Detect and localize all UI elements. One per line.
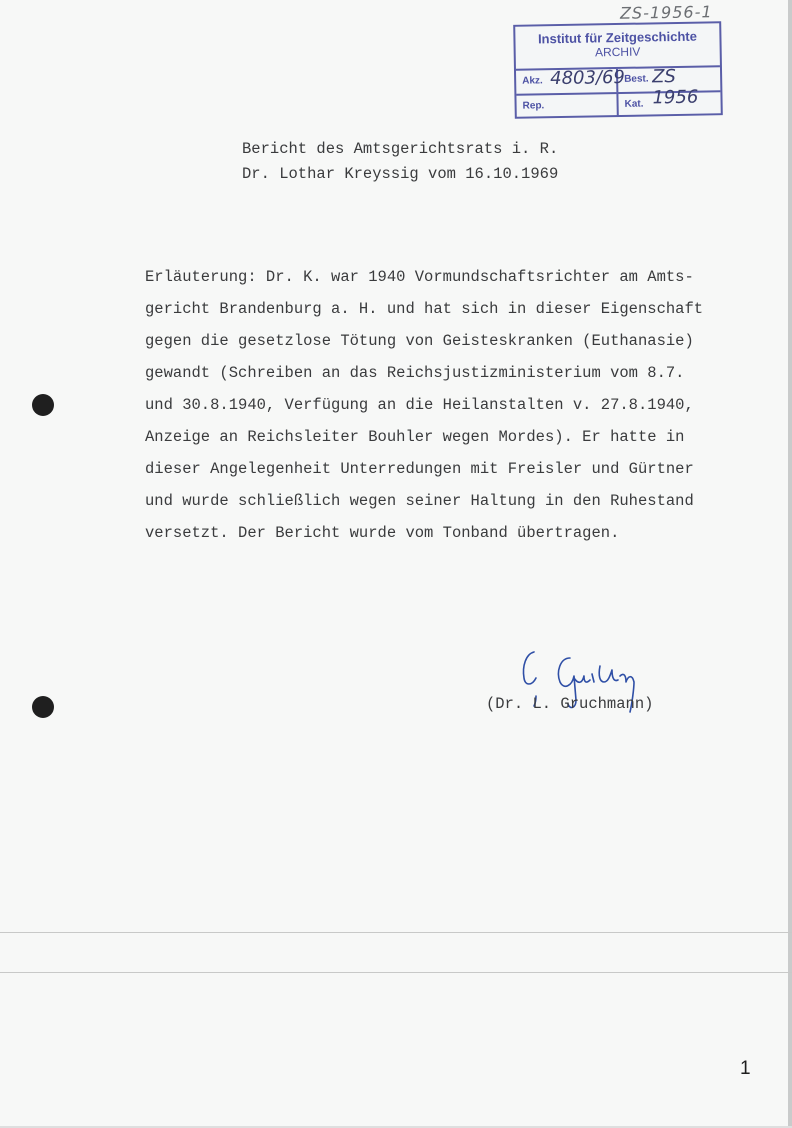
stamp-akz-label: Akz. <box>522 75 543 87</box>
paragraph-line: und wurde schließlich wegen seiner Haltung in den Ruhestand <box>145 492 694 510</box>
paragraph-line: dieser Angelegenheit Unterredungen mit Freisler und Gürtner <box>145 460 694 478</box>
punch-hole <box>32 394 54 416</box>
report-title-line: Bericht des Amtsgerichtsrats i. R. <box>242 140 559 158</box>
report-title-line: Dr. Lothar Kreyssig vom 16.10.1969 <box>242 165 559 183</box>
fold-line <box>0 932 792 933</box>
paragraph-line: gericht Brandenburg a. H. und hat sich in dieser Eigenschaft <box>145 300 704 318</box>
stamp-row-rep-kat <box>516 92 720 119</box>
handwritten-archive-reference: ZS-1956-1 <box>619 2 713 23</box>
paragraph-line: und 30.8.1940, Verfügung an die Heilanstalten v. 27.8.1940, <box>145 396 694 414</box>
stamp-divider <box>616 94 618 117</box>
paragraph-line: gegen die gesetzlose Tötung von Geisteskranken (Euthanasie) <box>145 332 694 350</box>
stamp-kat-label: Kat. <box>624 98 644 110</box>
stamp-rep-label: Rep. <box>522 100 545 112</box>
stamp-best-value: ZS 1956 <box>651 65 699 109</box>
fold-line <box>0 972 792 973</box>
stamp-institute-title: Institut für Zeitgeschichte <box>537 28 698 47</box>
stamp-akz-value: 4803/69 <box>549 66 626 90</box>
paragraph-line: Erläuterung: Dr. K. war 1940 Vormundschaftsrichter am Amts- <box>145 268 694 286</box>
paragraph-line: Anzeige an Reichsleiter Bouhler wegen Mordes). Er hatte in <box>145 428 685 446</box>
stamp-best-label: Best. <box>624 73 649 85</box>
archive-stamp <box>513 21 723 119</box>
page-edge-shadow <box>788 0 792 1128</box>
signatory-name: (Dr. L. Gruchmann) <box>486 695 654 713</box>
paragraph-line: versetzt. Der Bericht wurde vom Tonband übertragen. <box>145 524 620 542</box>
page-number: 1 <box>740 1058 751 1079</box>
paragraph-line: gewandt (Schreiben an das Reichsjustizministerium vom 8.7. <box>145 364 685 382</box>
punch-hole <box>32 696 54 718</box>
stamp-archive-label: ARCHIV <box>594 44 641 60</box>
stamp-header <box>515 23 720 71</box>
